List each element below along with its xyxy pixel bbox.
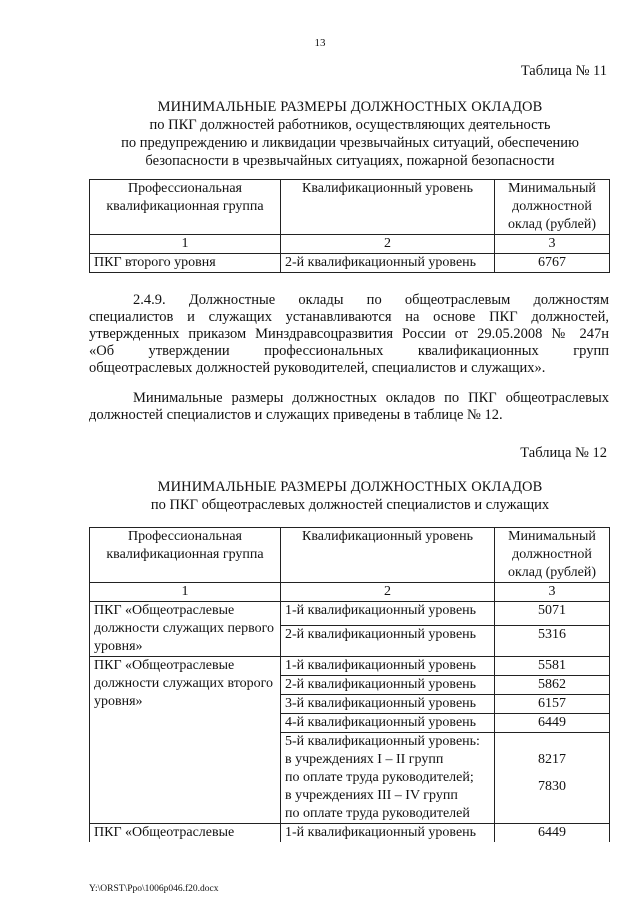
- table-12-header-group: Профессиональная квалификационная группа: [90, 528, 281, 583]
- paragraph-2-4-9: [89, 292, 609, 377]
- salary-value: 7830: [538, 779, 566, 794]
- level-cell: 1-й квалификационный уровень: [281, 602, 495, 626]
- column-number: 2: [281, 583, 495, 602]
- level-cell: 4-й квалификационный уровень: [281, 714, 495, 733]
- salary-cell: 6767: [495, 254, 610, 273]
- paragraph-line: «Об утверждении профессиональных квалификационных групп: [89, 343, 609, 359]
- table-11-heading: [30, 98, 640, 170]
- table-row: [90, 824, 610, 843]
- paragraph-line: утвержденных приказом Минздравсоцразвития России от 29.05.2008 № 247н: [89, 326, 609, 342]
- level-5-sub1-line: в учреждениях I – II групп: [285, 752, 444, 767]
- table-row: [90, 254, 610, 273]
- table-11-header-group: Профессиональная квалификационная группа: [90, 180, 281, 235]
- level-5-sub2-line: в учреждениях III – IV групп: [285, 788, 458, 803]
- column-number: 1: [90, 583, 281, 602]
- table-12-heading: [30, 478, 640, 514]
- level-5-sub1-line: по оплате труда руководителей;: [285, 770, 474, 785]
- table-11-header-level: Квалификационный уровень: [281, 180, 495, 235]
- footer-file-path: Y:\ORST\Ppo\1006p046.f20.docx: [89, 884, 219, 894]
- table-11-caption: Таблица № 11: [520, 63, 607, 79]
- level-cell: 2-й квалификационный уровень: [281, 676, 495, 695]
- level-5-sub2-line: по оплате труда руководителей: [285, 806, 470, 821]
- table-11-subtitle-line: по ПКГ должностей работников, осуществляющих деятельность: [149, 117, 551, 133]
- salary-cell: 5071: [495, 602, 610, 626]
- level-cell: 2-й квалификационный уровень: [281, 254, 495, 273]
- table-12-header-salary: Минимальный должностной оклад (рублей): [495, 528, 610, 583]
- table-11-subtitle-line: по предупреждению и ликвидации чрезвычайных ситуаций, обеспечению: [121, 135, 579, 151]
- salary-cell: 5581: [495, 657, 610, 676]
- table-11-subtitle-line: безопасности в чрезвычайных ситуациях, пожарной безопасности: [145, 153, 555, 169]
- page-number: 13: [314, 37, 326, 49]
- group-cell: ПКГ «Общеотраслевые должности служащих второго уровня»: [90, 657, 281, 824]
- salary-cell: 6449: [495, 824, 610, 843]
- paragraph-line: 2.4.9. Должностные оклады по общеотраслевым должностям: [133, 292, 609, 308]
- column-number: 3: [495, 235, 610, 254]
- salary-cell: [495, 733, 610, 824]
- table-row: [90, 657, 610, 676]
- group-cell: ПКГ второго уровня: [90, 254, 281, 273]
- level-5-label: 5-й квалификационный уровень:: [285, 734, 480, 749]
- table-12-subtitle: по ПКГ общеотраслевых должностей специалистов и служащих: [150, 497, 550, 513]
- table-12: [89, 527, 610, 842]
- table-12-title: МИНИМАЛЬНЫЕ РАЗМЕРЫ ДОЛЖНОСТНЫХ ОКЛАДОВ: [157, 479, 543, 495]
- table-11-header-salary: Минимальный должностной оклад (рублей): [495, 180, 610, 235]
- paragraph-line: Минимальные размеры должностных окладов по ПКГ общеотраслевых: [133, 390, 609, 406]
- paragraph-line: специалистов и служащих устанавливаются на основе ПКГ должностей,: [89, 309, 609, 325]
- salary-value: 8217: [538, 752, 566, 767]
- salary-cell: 5316: [495, 626, 610, 657]
- level-cell: 1-й квалификационный уровень: [281, 824, 495, 843]
- table-12-caption: Таблица № 12: [520, 445, 607, 461]
- table-12-header-level: Квалификационный уровень: [281, 528, 495, 583]
- column-number: 1: [90, 235, 281, 254]
- salary-cell: 6449: [495, 714, 610, 733]
- paragraph-line: должностей специалистов и служащих приведены в таблице № 12.: [89, 407, 503, 423]
- level-cell: 1-й квалификационный уровень: [281, 657, 495, 676]
- level-cell: 3-й квалификационный уровень: [281, 695, 495, 714]
- column-number: 2: [281, 235, 495, 254]
- paragraph-min-sizes: [89, 390, 609, 424]
- table-11: [89, 179, 610, 273]
- level-cell: [281, 733, 495, 824]
- salary-cell: 6157: [495, 695, 610, 714]
- paragraph-line: общеотраслевых должностей руководителей, специалистов и служащих».: [89, 360, 546, 376]
- salary-cell: 5862: [495, 676, 610, 695]
- table-11-title: МИНИМАЛЬНЫЕ РАЗМЕРЫ ДОЛЖНОСТНЫХ ОКЛАДОВ: [157, 99, 543, 115]
- table-row: [90, 602, 610, 626]
- group-cell: ПКГ «Общеотраслевые: [90, 824, 281, 843]
- group-cell: ПКГ «Общеотраслевые должности служащих первого уровня»: [90, 602, 281, 657]
- column-number: 3: [495, 583, 610, 602]
- level-cell: 2-й квалификационный уровень: [281, 626, 495, 657]
